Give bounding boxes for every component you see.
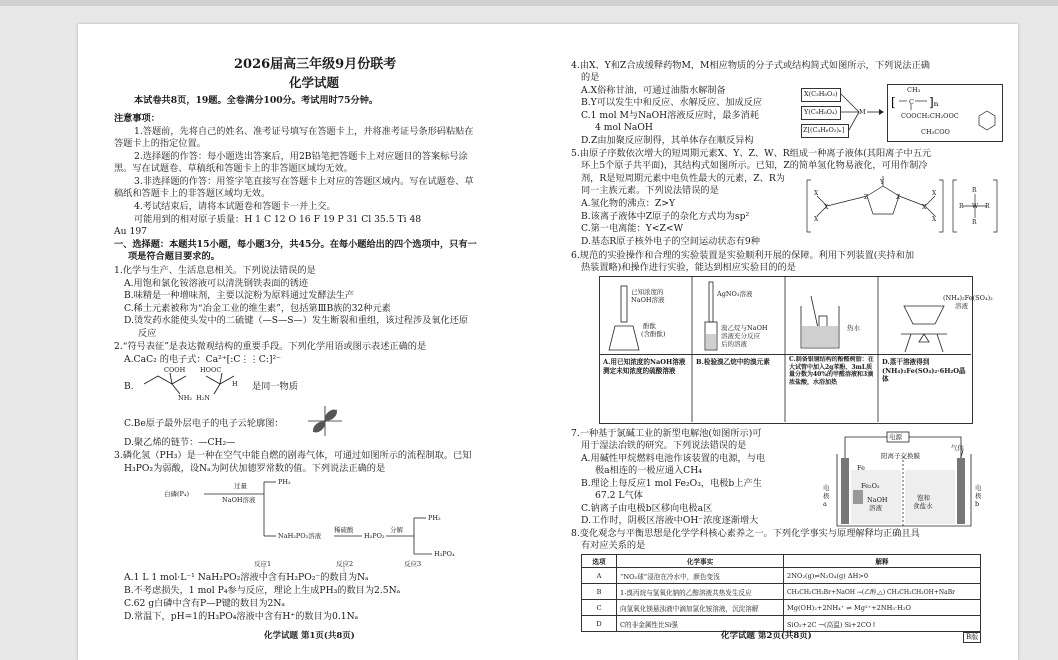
notice-line: 1.答题前，先将自己的姓名、准考证号填写在答题卡上，并将准考证号条形码粘贴在	[134, 126, 474, 137]
svg-text:W: W	[972, 203, 979, 210]
svg-text:]ₙ: ]ₙ	[929, 95, 939, 109]
q5-stem: 5.由原子序数依次增大的短周期元素X、Y、Z、W、R组成一种离子液体(其阳离子中五元	[571, 148, 932, 159]
flow-node: PH₃	[278, 478, 291, 486]
lab-label: 溶液	[955, 302, 968, 310]
mol-label: HOOC	[200, 366, 222, 374]
notice-line: 3.非选择题的作答：用签字笔直接写在答题卡上对应的答题区域内。写在试题卷、草	[134, 176, 474, 187]
q7-stem: 用于湿法冶铁的研究。下列说法错误的是	[581, 440, 747, 451]
lab-caption-d: D.蒸干溶液得到(NH₄)₂Fe(SO₄)₂·6H₂O晶体	[882, 358, 966, 383]
q5-option: D.基态R原子核外电子的空间运动状态有9种	[581, 236, 760, 247]
q4-stem: 4.由X、Y和Z合成缓释药物M，M相应物质的分子式或结构简式如图所示，下列说法正确	[571, 60, 930, 71]
flow-node: 白磷(P₄)	[164, 490, 190, 498]
notice-line: 黑。写在试题卷、草稿纸和答题卡上的非答题区域均无效。	[114, 163, 353, 174]
cell-label: 电极a	[823, 484, 830, 508]
table-row	[582, 568, 981, 584]
z-formula: Z[(C₄H₆O₂)ₙ]	[803, 126, 845, 134]
exam-sheet	[78, 24, 1018, 660]
q2-option: A.CaC₂ 的电子式：Ca²⁺[:C⋮⋮C:]²⁻	[124, 354, 281, 365]
q4-option: C.1 mol M与NaOH溶液反应时，最多消耗	[581, 110, 760, 121]
table-cell: D	[582, 616, 617, 632]
q2-stem: 2.“符号表征”是表达微观结构的重要手段。下列化学用语或图示表述正确的是	[114, 341, 427, 352]
q5-stem: 同一主族元素。下列说法错误的是	[581, 185, 719, 196]
svg-text:X: X	[824, 204, 829, 211]
cell-label: 阳离子交换膜	[881, 452, 920, 460]
lab-caption-c: C.制备银镜结构的酚醛树脂：在大试管中加入2g苯酚、3mL质量分数为40%的甲醛溶液和3滴浓盐酸，水浴加热	[789, 356, 874, 386]
mol-label: H	[232, 380, 238, 388]
lab-label: NaOH溶液	[631, 296, 665, 304]
q1-option: 反应	[138, 328, 157, 339]
q2-option: D.聚乙烯的链节：—CH₂—	[124, 437, 236, 448]
table-cell: CH₃CH₂CH₂Br+NaOH →(乙醇,△) CH₃CH₂CH₂OH+NaBr	[784, 584, 981, 600]
table-cell: B	[582, 584, 617, 600]
q2-option: C.Be原子最外层电子的电子云轮廓图：	[124, 418, 284, 429]
table-cell: 2NO₂(g)⇌N₂O₄(g) ΔH>0	[784, 568, 981, 584]
q5-option: B.该离子液体中Z原子的杂化方式均为sp²	[581, 211, 750, 222]
table-cell: A	[582, 568, 617, 584]
flow-node: 过量	[234, 482, 247, 490]
table-header: 解释	[784, 555, 981, 568]
table-header: 化学事实	[617, 555, 784, 568]
q8-stem: 有对应关系的是	[581, 540, 646, 551]
table-cell: Mg(OH)₂+2NH₄⁺ ⇌ Mg²⁺+2NH₃·H₂O	[784, 600, 981, 616]
cell-label: 食盐水	[913, 502, 933, 510]
q6-stem: 6.规范的实验操作和合理的实验装置是实验顺利开展的保障。利用下列装置(夹持和加	[571, 250, 915, 261]
q5-option: A.氢化物的沸点：Z>Y	[581, 198, 676, 209]
q2-option: 是同一物质	[252, 381, 298, 392]
flow-node: 反应3	[404, 560, 422, 568]
flow-node: H₃PO₂	[364, 532, 385, 540]
p-orbital-diagram	[308, 406, 342, 436]
svg-text:R: R	[959, 203, 964, 210]
mol-label: NH₂	[178, 394, 192, 402]
q7-stem: 7.一种基于氯碱工业的新型电解池(如图所示)可	[571, 428, 762, 439]
q6-stem: 热装置略)和操作进行实验，能达到相应实验目的的是	[581, 262, 796, 273]
q5-stem: 剂，R是短周期元素中电负性最大的元素，Z、R为	[581, 173, 785, 184]
q1-option: B.味精是一种增味剂，主要以淀粉为原料通过发酵法生产	[124, 290, 355, 301]
lab-label: 后的溶液	[721, 340, 747, 348]
table-cell: 1-溴丙烷与氢氧化钠的乙醇溶液共热发生反应	[617, 584, 784, 600]
notice-title: 注意事项：	[114, 113, 160, 124]
q4-option: D.Z由加聚反应制得，其单体存在顺反异构	[581, 135, 754, 146]
q5-option: C.第一电离能：Y<Z<W	[581, 223, 684, 234]
table-cell: C	[582, 600, 617, 616]
q7-option: B.理论上每反应1 mol Fe₂O₃，电极b上产生	[581, 478, 762, 489]
q7-option: D.工作时，阴极区溶液中OH⁻浓度逐渐增大	[581, 515, 759, 526]
m-structure-text: CH₃	[907, 86, 921, 94]
mol-label: COOH	[164, 366, 186, 374]
q1-stem: 1.化学与生产、生活息息相关。下列说法错误的是	[114, 265, 316, 276]
svg-text:Z: Z	[896, 194, 901, 201]
svg-text:[: [	[891, 95, 896, 109]
svg-text:X: X	[814, 216, 819, 223]
cell-label: Fe₂O₃	[861, 482, 880, 490]
m-structure-drawing	[889, 86, 1001, 140]
lab-label: 已知浓度的	[631, 288, 664, 296]
m-structure-text: COOCH₂CH₂OOC	[901, 112, 959, 120]
q4-stem: 的是	[581, 72, 600, 83]
exam-subtitle: 化学试题	[289, 75, 340, 90]
ionic-liquid-structure	[807, 174, 999, 240]
q7-option: 67.2 L气体	[595, 490, 643, 501]
viewer-top-bar	[0, 0, 1058, 6]
q3-stem: H₃PO₂为弱酸，设Nₐ为阿伏加德罗常数的值。下列说法正确的是	[124, 463, 386, 474]
lab-label: 溴乙烷与NaOH	[721, 324, 768, 332]
flow-node: 反应2	[336, 560, 354, 568]
table-header-row	[582, 555, 981, 568]
cell-label: 溶液	[869, 504, 882, 512]
q4-option: A.X俗称甘油，可通过油脂水解制备	[581, 85, 726, 96]
flow-node: 反应1	[254, 560, 272, 568]
q7-option: C.钠离子由电极b区移向电极a区	[581, 503, 713, 514]
table-header: 选项	[582, 555, 617, 568]
cell-label: 电极b	[975, 484, 982, 508]
lab-label: (NH₄)₂Fe(SO₄)₂	[943, 294, 993, 302]
version-badge: B版	[963, 632, 981, 643]
flow-node: NaOH溶液	[222, 496, 256, 504]
q2-option: B.	[124, 381, 134, 392]
m-label: M	[859, 108, 866, 116]
lab-label: 热水	[847, 324, 860, 332]
amino-acid-structures	[136, 372, 246, 400]
cell-label: Fe	[857, 464, 866, 472]
table-cell: SiO₂+2C →(高温) Si+2CO↑	[784, 616, 981, 632]
svg-text:R: R	[972, 219, 977, 226]
svg-text:Z: Z	[864, 194, 869, 201]
table-cell: C的非金属性比Si强	[617, 616, 784, 632]
m-structure-text: CH₃COO	[921, 128, 950, 136]
lab-label: 溶液充分反应	[721, 332, 760, 340]
svg-text:X: X	[932, 216, 937, 223]
table-row	[582, 616, 981, 632]
lab-caption-b: B.检验溴乙烷中的溴元素	[696, 358, 770, 366]
q1-option: A.用饱和氯化铵溶液可以清洗钢铁表面的锈迹	[124, 278, 309, 289]
q3-option: C.62 g白磷中含有P—P键的数目为2Nₐ	[124, 598, 285, 609]
flow-node: PH₃	[428, 514, 441, 522]
q5-stem: 环上5个原子共平面)，其结构式如图所示。已知，Z的简单氢化物易液化，可用作制冷	[581, 160, 928, 171]
table-row	[582, 584, 981, 600]
lab-label: AgNO₃溶液	[717, 290, 753, 298]
flow-node: 稀硫酸	[334, 526, 354, 534]
table-cell: 向氢氧化镁悬浊液中滴加氯化铵溶液，沉淀溶解	[617, 600, 784, 616]
svg-text:R: R	[985, 203, 990, 210]
q3-stem: 3.磷化氢（PH₃）是一种在空气中能自燃的剧毒气体，可通过如图所示的流程制取。已知	[114, 450, 472, 461]
section-heading: 项是符合题目要求的。	[128, 251, 220, 262]
q3-option: D.常温下，pH=1的H₃PO₄溶液中含有H⁺的数目为0.1Nₐ	[124, 611, 359, 622]
flow-node: 分解	[390, 526, 403, 534]
footer-right: 化学试题 第2页(共8页)	[721, 631, 812, 641]
exam-info: 本试卷共8页，19题。全卷满分100分。考试用时75分钟。	[134, 95, 379, 106]
cell-label: 电源	[889, 433, 902, 441]
cell-label: 气体	[951, 444, 964, 452]
svg-text:Y: Y	[880, 179, 884, 186]
q4-option: B.Y可以发生中和反应、水解反应、加成反应	[581, 97, 763, 108]
m-structure-text: C	[909, 98, 914, 106]
cell-label: NaOH	[867, 496, 888, 504]
q3-option: B.不考虑损失，1 mol P₄参与反应，理论上生成PH₃的数目为2.5Nₐ	[124, 585, 401, 596]
atomic-masses: 可能用到的相对原子质量：H 1 C 12 O 16 F 19 P 31 Cl 35.5 Ti 48	[134, 214, 422, 225]
cell-label: 饱和	[917, 494, 930, 502]
atomic-masses: Au 197	[114, 226, 148, 237]
notice-line: 答题卡上的指定位置。	[114, 138, 206, 149]
y-formula: Y(C₉H₈O₄)	[804, 108, 838, 116]
x-formula: X(C₃H₈O₃)	[804, 90, 838, 98]
table-cell: “NO₂球”浸泡在冷水中，颜色变浅	[617, 568, 784, 584]
svg-text:X: X	[932, 190, 937, 197]
q7-option: A.用碱性甲烷燃料电池作该装置的电源，与电	[581, 453, 766, 464]
mol-label: H₂N	[196, 394, 210, 402]
q4-option: 4 mol NaOH	[595, 122, 653, 133]
notice-line: 2.选择题的作答：每小题选出答案后，用2B铅笔把答题卡上对应题目的答案标号涂	[134, 151, 468, 162]
table-row	[582, 600, 981, 616]
flow-node: H₃PO₄	[434, 550, 455, 558]
q8-table	[581, 554, 981, 632]
notice-line: 稿纸和答题卡上的非答题区域均无效。	[114, 188, 271, 199]
q3-option: A.1 L 1 mol·L⁻¹ NaH₂PO₂溶液中含有H₂PO₂⁻的数目为Nₐ	[124, 572, 369, 583]
svg-text:R: R	[972, 187, 977, 194]
svg-text:X: X	[814, 190, 819, 197]
svg-text:X: X	[922, 204, 927, 211]
lab-label: 酚酞	[643, 322, 656, 330]
q7-option: 极a相连的一极应通入CH₄	[595, 465, 702, 476]
lab-caption-a: A.用已知浓度的NaOH溶液测定未知浓度的硫酸溶液	[603, 358, 686, 375]
q8-stem: 8.变化观念与平衡思想是化学学科核心素养之一。下列化学事实与原理解释均正确且具	[571, 528, 920, 539]
q1-option: D.烫发药水能使头发中的二硫键（—S—S—）发生断裂和重组，该过程涉及氧化还原	[124, 315, 469, 326]
lab-label: (含酚酞)	[641, 330, 666, 338]
footer-left: 化学试题 第1页(共8页)	[264, 631, 355, 641]
flow-node: NaH₂PO₂溶液	[278, 532, 322, 540]
q1-option: C.稀土元素被称为“冶金工业的维生素”，包括第ⅢB族的32种元素	[124, 303, 391, 314]
section-heading: 一、选择题：本题共15小题，每小题3分，共45分。在每小题给出的四个选项中，只有一	[114, 239, 477, 250]
exam-title: 2026届高三年级9月份联考	[234, 57, 397, 72]
notice-line: 4.考试结束后，请将本试题卷和答题卡一并上交。	[134, 201, 336, 212]
